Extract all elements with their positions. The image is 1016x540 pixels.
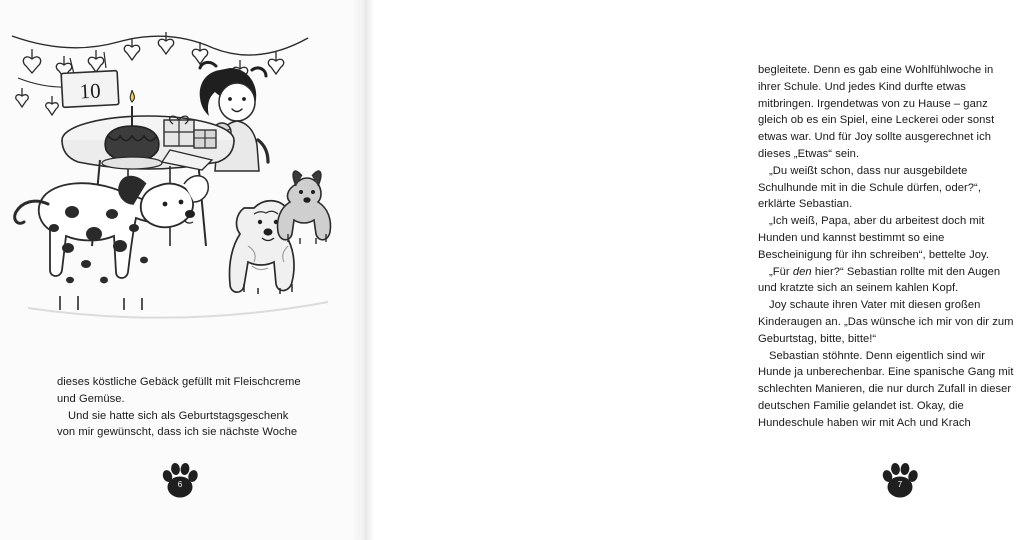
left-page-text: [57, 374, 305, 441]
paragraph: dieses köstliche Gebäck gefüllt mit Fleischcreme und Gemüse.: [57, 376, 301, 405]
paragraph: begleitete. Denn es gab eine Wohlfühlwoche in ihrer Schule. Und jedes Kind durfte etwas mitbringen. Irgendetwas von zu Hause – ganz gleich ob es ein Spiel, eine Leckerei oder sonst etwas war. Und für Joy sollte ausgerechnet ich dieses „Etwas“ sein.: [758, 64, 995, 160]
right-page-text: [758, 62, 1016, 432]
paw-print-page-marker: [878, 458, 922, 502]
page-number: 6: [177, 480, 183, 489]
right-page: [360, 0, 1014, 540]
paragraph: Joy schaute ihren Vater mit diesen großen Kinderaugen an. „Das wünsche ich mir von dir zum Geburtstag, bitte, bitte!“: [758, 299, 1014, 345]
page-number: 7: [897, 480, 903, 489]
birthday-party-with-dogs-illustration: [8, 8, 340, 368]
paragraph: „Für den hier?“ Sebastian rollte mit den Augen und kratzte sich an seinem kahlen Kopf.: [758, 265, 1001, 295]
left-page: [0, 0, 360, 540]
sign-number-text: 10: [78, 78, 102, 104]
paragraph: „Du weißt schon, dass nur ausgebildete Schulhunde mit in die Schule dürfen, oder?“, erklärte Sebastian.: [758, 164, 981, 211]
paragraph: Und sie hatte sich als Geburtstagsgeschenk von mir gewünscht, dass ich sie nächste Woche: [57, 409, 298, 439]
paragraph: Sebastian stöhnte. Denn eigentlich sind wir Hunde ja unberechenbar. Eine spanische Gang mit schlechten Manieren, die nur durch Zufall in dieser deutschen Familie gelandet ist. Okay, die Hundeschule haben wir mit Ach und Krach: [758, 349, 1014, 429]
paragraph: „Ich weiß, Papa, aber du arbeitest doch mit Hunden und kannst bestimmt so eine Bescheinigung für ihn schreiben“, bettelte Joy.: [758, 215, 989, 261]
paw-print-page-marker: [158, 458, 202, 502]
